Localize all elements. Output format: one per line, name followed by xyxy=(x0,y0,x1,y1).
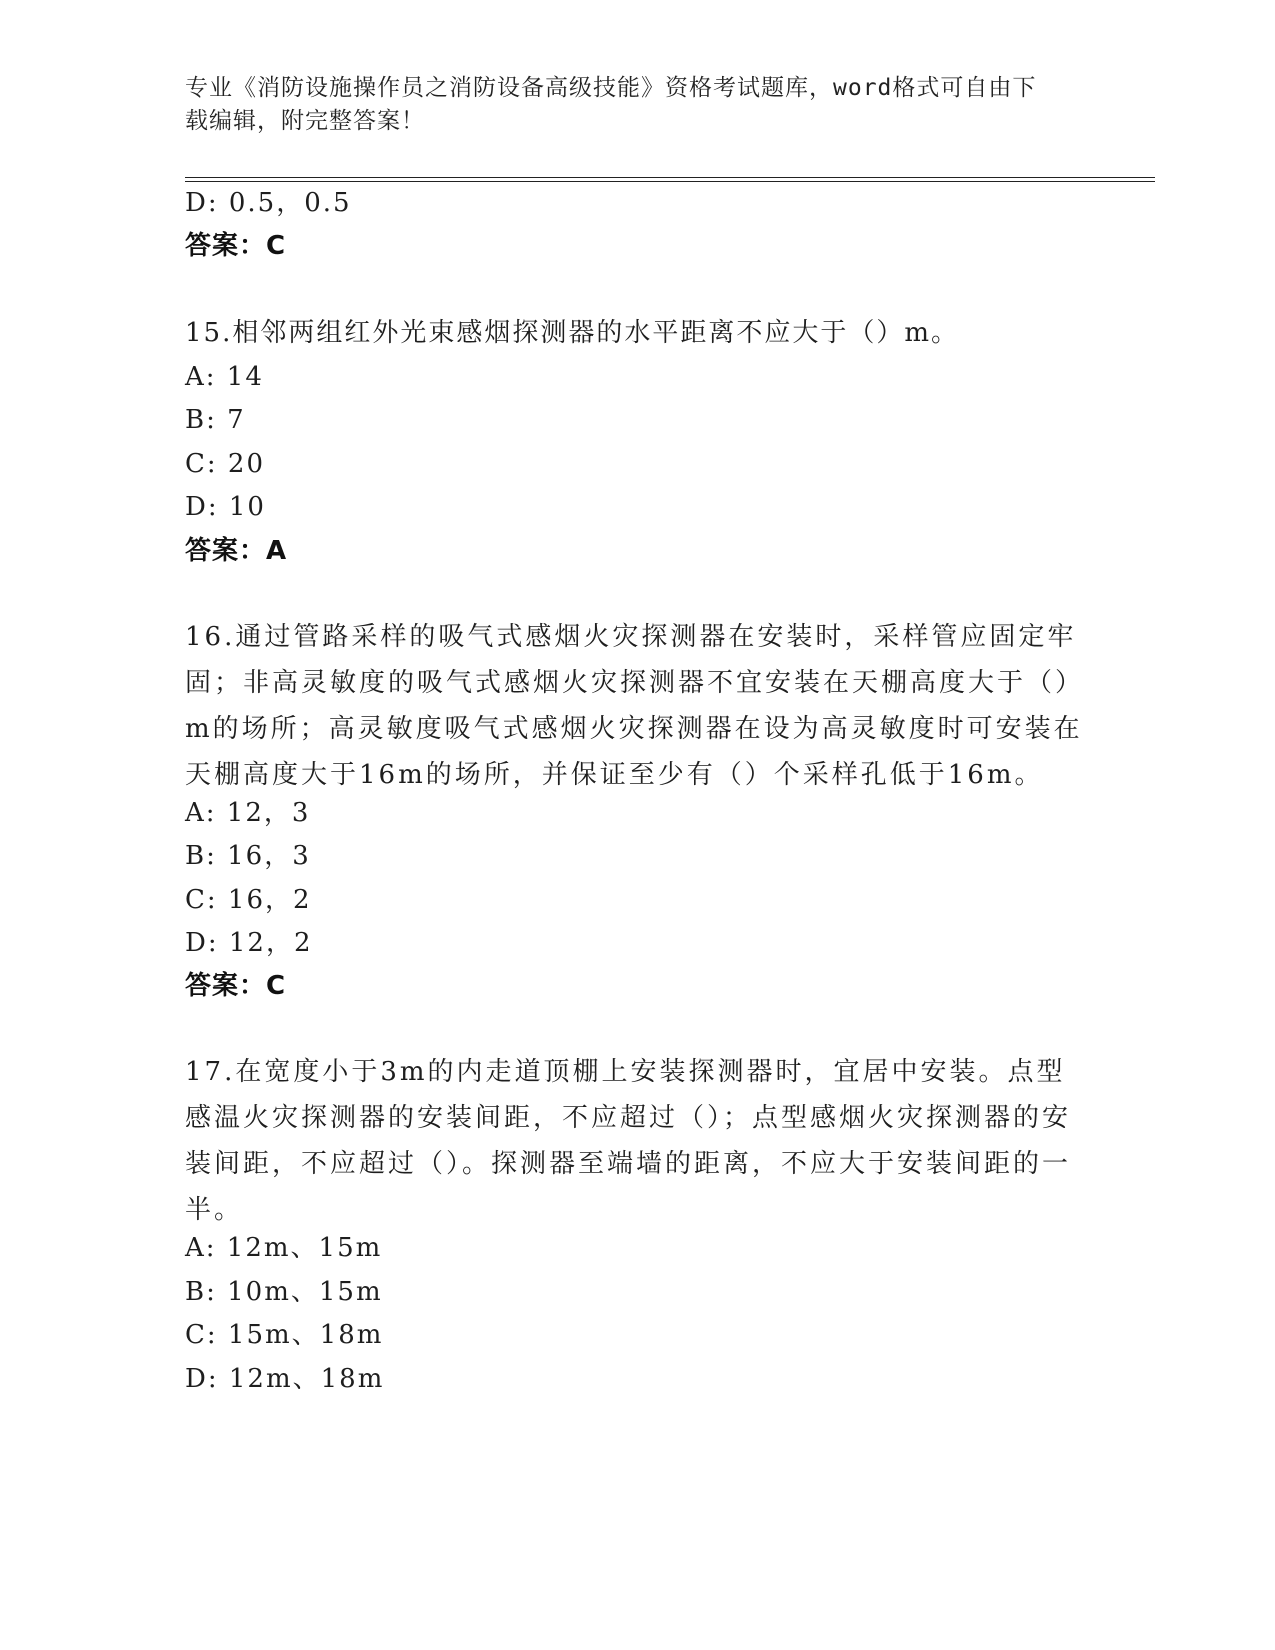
q17-option-a: A: 12m、15m xyxy=(185,1233,383,1263)
q15-option-c: C: 20 xyxy=(185,449,266,479)
q16-option-c: C: 16，2 xyxy=(185,885,312,915)
q15-answer: 答案：A xyxy=(185,536,288,566)
q16-option-a: A: 12，3 xyxy=(185,798,311,828)
q17-option-c: C: 15m、18m xyxy=(185,1320,384,1350)
q15-option-d: D: 10 xyxy=(185,492,266,522)
header-divider-top xyxy=(185,177,1155,178)
q15-option-a: A: 14 xyxy=(185,362,264,392)
page-header xyxy=(185,72,1065,138)
header-line-2: 载编辑，附完整答案！ xyxy=(185,108,425,134)
q16-option-d: D: 12，2 xyxy=(185,928,313,958)
q17-option-b: B: 10m、15m xyxy=(185,1277,383,1307)
q14-answer: 答案：C xyxy=(185,231,287,261)
q16-answer: 答案：C xyxy=(185,971,287,1001)
q16-option-b: B: 16，3 xyxy=(185,841,311,871)
q16-stem: 16.通过管路采样的吸气式感烟火灾探测器在安装时，采样管应固定牢固；非高灵敏度的吸气式感烟火灾探测器不宜安装在天棚高度大于（）m的场所；高灵敏度吸气式感烟火灾探测器在设为高灵敏度时可安装在天棚高度大于16m的场所，并保证至少有（）个采样孔低于16m。 xyxy=(185,622,1085,790)
q17-option-d: D: 12m、18m xyxy=(185,1364,385,1394)
header-divider-bottom xyxy=(185,181,1155,182)
q15-stem: 15.相邻两组红外光束感烟探测器的水平距离不应大于（）m。 xyxy=(185,318,960,348)
q17-stem: 17.在宽度小于3m的内走道顶棚上安装探测器时，宜居中安装。点型感温火灾探测器的安装间距，不应超过（）；点型感烟火灾探测器的安装间距，不应超过（）。探测器至端墙的距离，不应大于安装间距的一半。 xyxy=(185,1057,1072,1225)
q14-option-d: D: 0.5，0.5 xyxy=(185,188,352,218)
header-line-1: 专业《消防设施操作员之消防设备高级技能》资格考试题库，word格式可自由下 xyxy=(185,75,1037,101)
q15-option-b: B: 7 xyxy=(185,405,246,435)
